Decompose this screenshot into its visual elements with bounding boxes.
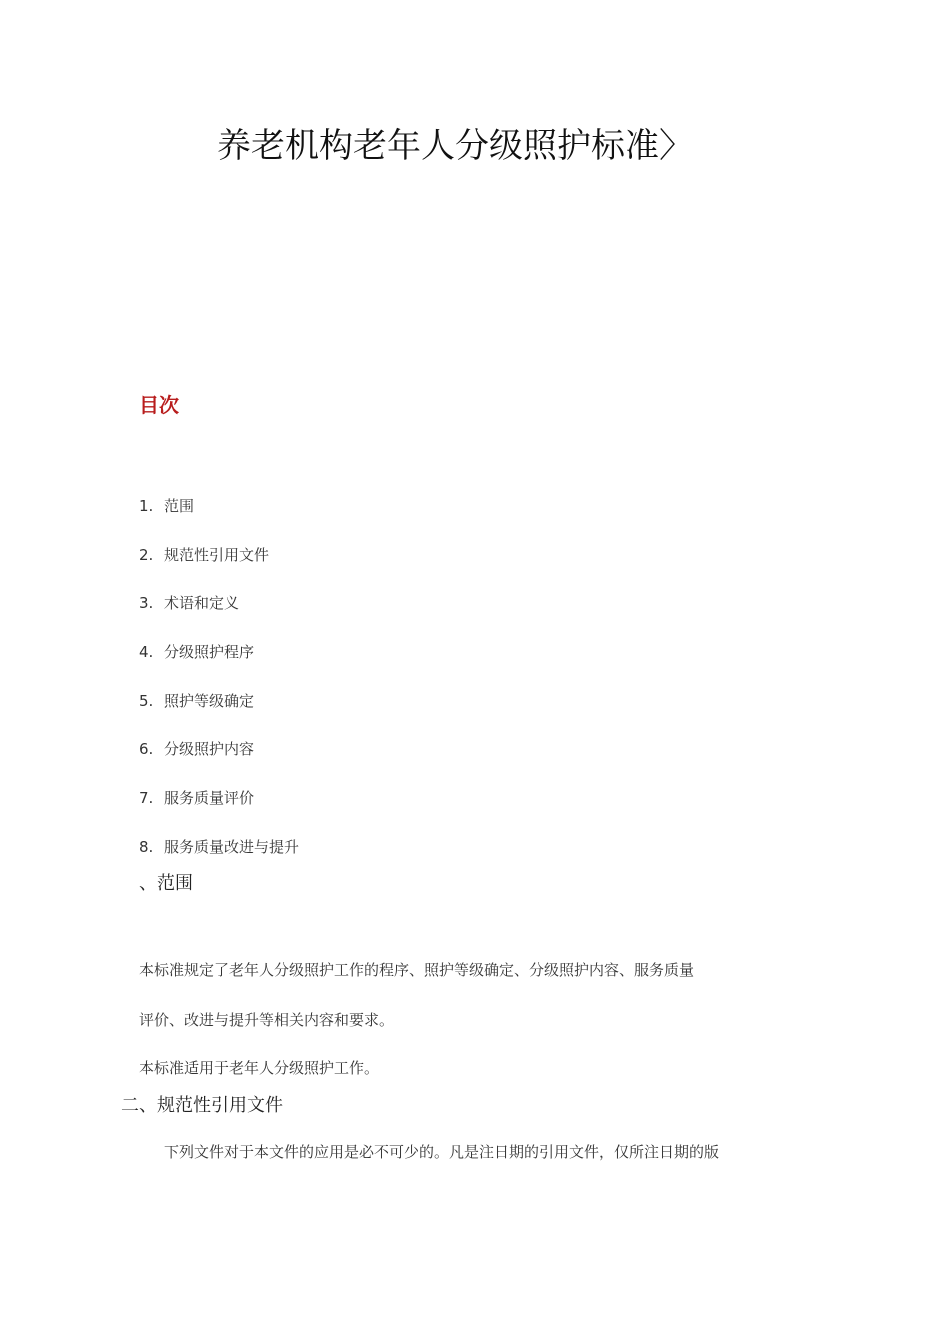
toc-item-number: 5. xyxy=(139,691,154,710)
section-heading-normative-references: 二、规范性引用文件 xyxy=(121,1095,283,1116)
toc-item-label: 服务质量改进与提升 xyxy=(164,837,300,856)
toc-item[interactable] xyxy=(139,639,299,688)
document-title: 养老机构老年人分级照护标准〉 xyxy=(217,126,693,166)
toc-item[interactable] xyxy=(139,590,299,639)
toc-item-number: 6. xyxy=(139,740,154,759)
toc-item-label: 术语和定义 xyxy=(164,594,240,613)
toc-item-label: 规范性引用文件 xyxy=(164,545,270,564)
toc-item-number: 2. xyxy=(139,545,154,564)
toc-item-label: 分级照护程序 xyxy=(164,643,255,662)
toc-item-label: 服务质量评价 xyxy=(164,789,255,808)
toc-item-label: 照护等级确定 xyxy=(164,691,255,710)
toc-item-number: 4. xyxy=(139,643,154,662)
toc-item-label: 分级照护内容 xyxy=(164,740,255,759)
section-heading-scope: 、范围 xyxy=(139,873,193,894)
toc-item[interactable] xyxy=(139,736,299,785)
scope-paragraph-applicability: 本标准适用于老年人分级照护工作。 xyxy=(139,1059,380,1077)
scope-paragraph-line-2: 评价、改进与提升等相关内容和要求。 xyxy=(139,1011,395,1029)
toc-item-number: 8. xyxy=(139,837,154,856)
toc-list xyxy=(139,493,299,883)
toc-item[interactable] xyxy=(139,785,299,834)
toc-item[interactable] xyxy=(139,542,299,591)
toc-item-number: 7. xyxy=(139,789,154,808)
scope-paragraph-line-1: 本标准规定了老年人分级照护工作的程序、照护等级确定、分级照护内容、服务质量 xyxy=(139,961,695,979)
toc-item-number: 1. xyxy=(139,497,154,515)
toc-item-label: 范围 xyxy=(164,497,195,515)
toc-item[interactable] xyxy=(139,493,299,542)
toc-item[interactable] xyxy=(139,688,299,737)
toc-heading: 目次 xyxy=(139,393,179,417)
toc-item-number: 3. xyxy=(139,594,154,613)
normative-references-paragraph-line-1: 下列文件对于本文件的应用是必不可少的。凡是注日期的引用文件，仅所注日期的版 xyxy=(164,1143,720,1161)
